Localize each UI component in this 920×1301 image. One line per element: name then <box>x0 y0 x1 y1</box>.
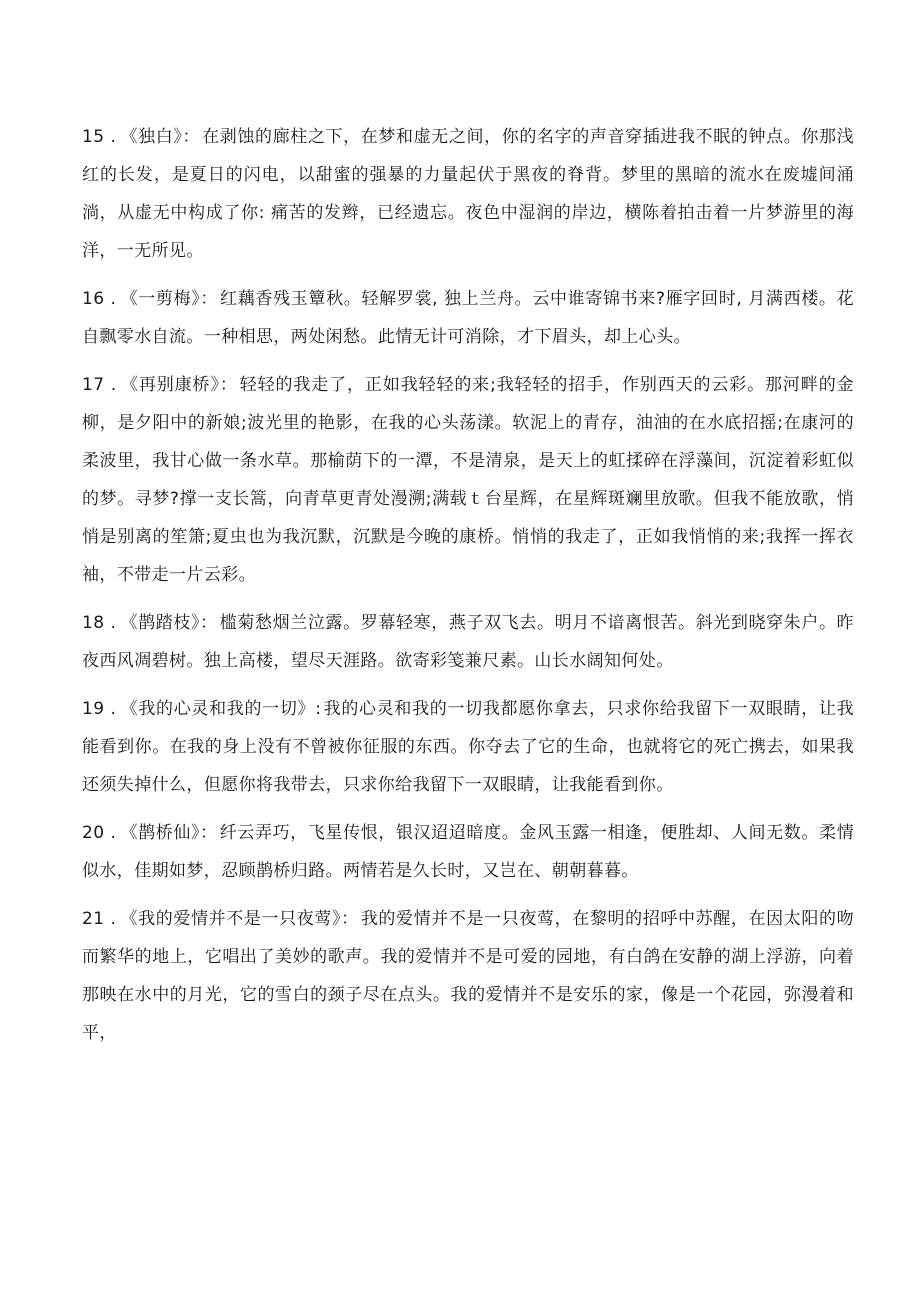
entry-text: 我的心灵和我的一切我都愿你拿去，只求你给我留下一双眼睛，让我能看到你。在我的身上没有不曾被你征服的东西。你夺去了它的生命，也就将它的死亡携去，如果我还须失掉什么，但愿你将我带去，只求你给我留下一双眼睛，让我能看到你。 <box>82 699 855 795</box>
entry-number: 17 . <box>82 375 117 395</box>
entry-text: 我的爱情并不是一只夜莺，在黎明的招呼中苏醒，在因太阳的吻而繁华的地上，它唱出了美妙的歌声。我的爱情并不是可爱的园地，有白鸽在安静的湖上浮游，向着那映在水中的月光，它的雪白的颈子尽在点头。我的爱情并不是安乐的家，像是一个花园，弥漫着和平， <box>82 909 854 1043</box>
entry-number: 15 . <box>82 127 117 147</box>
entry-number: 16 . <box>82 289 117 309</box>
entry-number: 20 . <box>82 823 117 843</box>
entry-title: 《鹊踏枝》： <box>120 613 218 633</box>
entry-title: 《独白》： <box>120 127 201 147</box>
entry-text: 红藕香残玉簟秋。轻解罗裳, 独上兰舟。云中谁寄锦书来?雁字回时, 月满西楼。花自飘零水自流。一种相思，两处闲愁。此情无计可消除，才下眉头，却上心头。 <box>82 289 854 347</box>
entry-text: 槛菊愁烟兰泣露。罗幕轻寒，燕子双飞去。明月不谙离恨苦。斜光到晓穿朱户。昨夜西风凋碧树。独上高楼，望尽天涯路。欲寄彩笺兼尺素。山长水阔知何处。 <box>82 613 854 671</box>
entry-text: 纤云弄巧，飞星传恨，银汉迢迢暗度。金风玉露一相逢，便胜却、人间无数。柔情似水，佳期如梦，忍顾鹊桥归路。两情若是久长时，又岂在、朝朝暮暮。 <box>82 823 854 881</box>
entry-text: 轻轻的我走了，正如我轻轻的来;我轻轻的招手，作别西天的云彩。那河畔的金柳，是夕阳中的新娘;波光里的艳影，在我的心头荡漾。软泥上的青存，油油的在水底招摇;在康河的柔波里，我甘心做一条水草。那榆荫下的一潭，不是清泉，是天上的虹揉碎在浮藻间，沉淀着彩虹似的梦。寻梦?撑一支长篙，向青草更青处漫溯;满载ｔ台星辉，在星辉斑斓里放歌。但我不能放歌，悄悄是别离的笙箫;夏虫也为我沉默，沉默是今晚的康桥。悄悄的我走了，正如我悄悄的来;我挥一挥衣袖，不带走一片云彩。 <box>82 375 854 585</box>
entry-19 <box>82 690 854 804</box>
entry-number: 21 . <box>82 909 117 929</box>
entry-15 <box>82 118 854 270</box>
entry-title: 《再别康桥》： <box>120 375 238 395</box>
entry-number: 18 . <box>82 613 117 633</box>
entry-16 <box>82 280 854 356</box>
entry-title: 《鹊桥仙》： <box>120 823 218 843</box>
entry-21 <box>82 900 854 1052</box>
entry-title: 《我的心灵和我的一切》: <box>120 699 322 719</box>
entry-17 <box>82 366 854 594</box>
entry-title: 《一剪梅》： <box>120 289 219 309</box>
entry-number: 19 . <box>82 699 117 719</box>
entry-title: 《我的爱情并不是一只夜莺》： <box>120 909 359 929</box>
document-body <box>82 118 854 1062</box>
entry-18 <box>82 604 854 680</box>
entry-text: 在剥蚀的廊柱之下，在梦和虚无之间，你的名字的声音穿插进我不眠的钟点。你那浅红的长发，是夏日的闪电，以甜蜜的强暴的力量起伏于黑夜的脊背。梦里的黑暗的流水在废墟间涌淌，从虚无中构成了你: 痛苦的发辫，已经遗忘。夜色中湿润的岸边，横陈着拍击着一片梦游里的海洋，一无所见。 <box>82 127 854 261</box>
entry-20 <box>82 814 854 890</box>
